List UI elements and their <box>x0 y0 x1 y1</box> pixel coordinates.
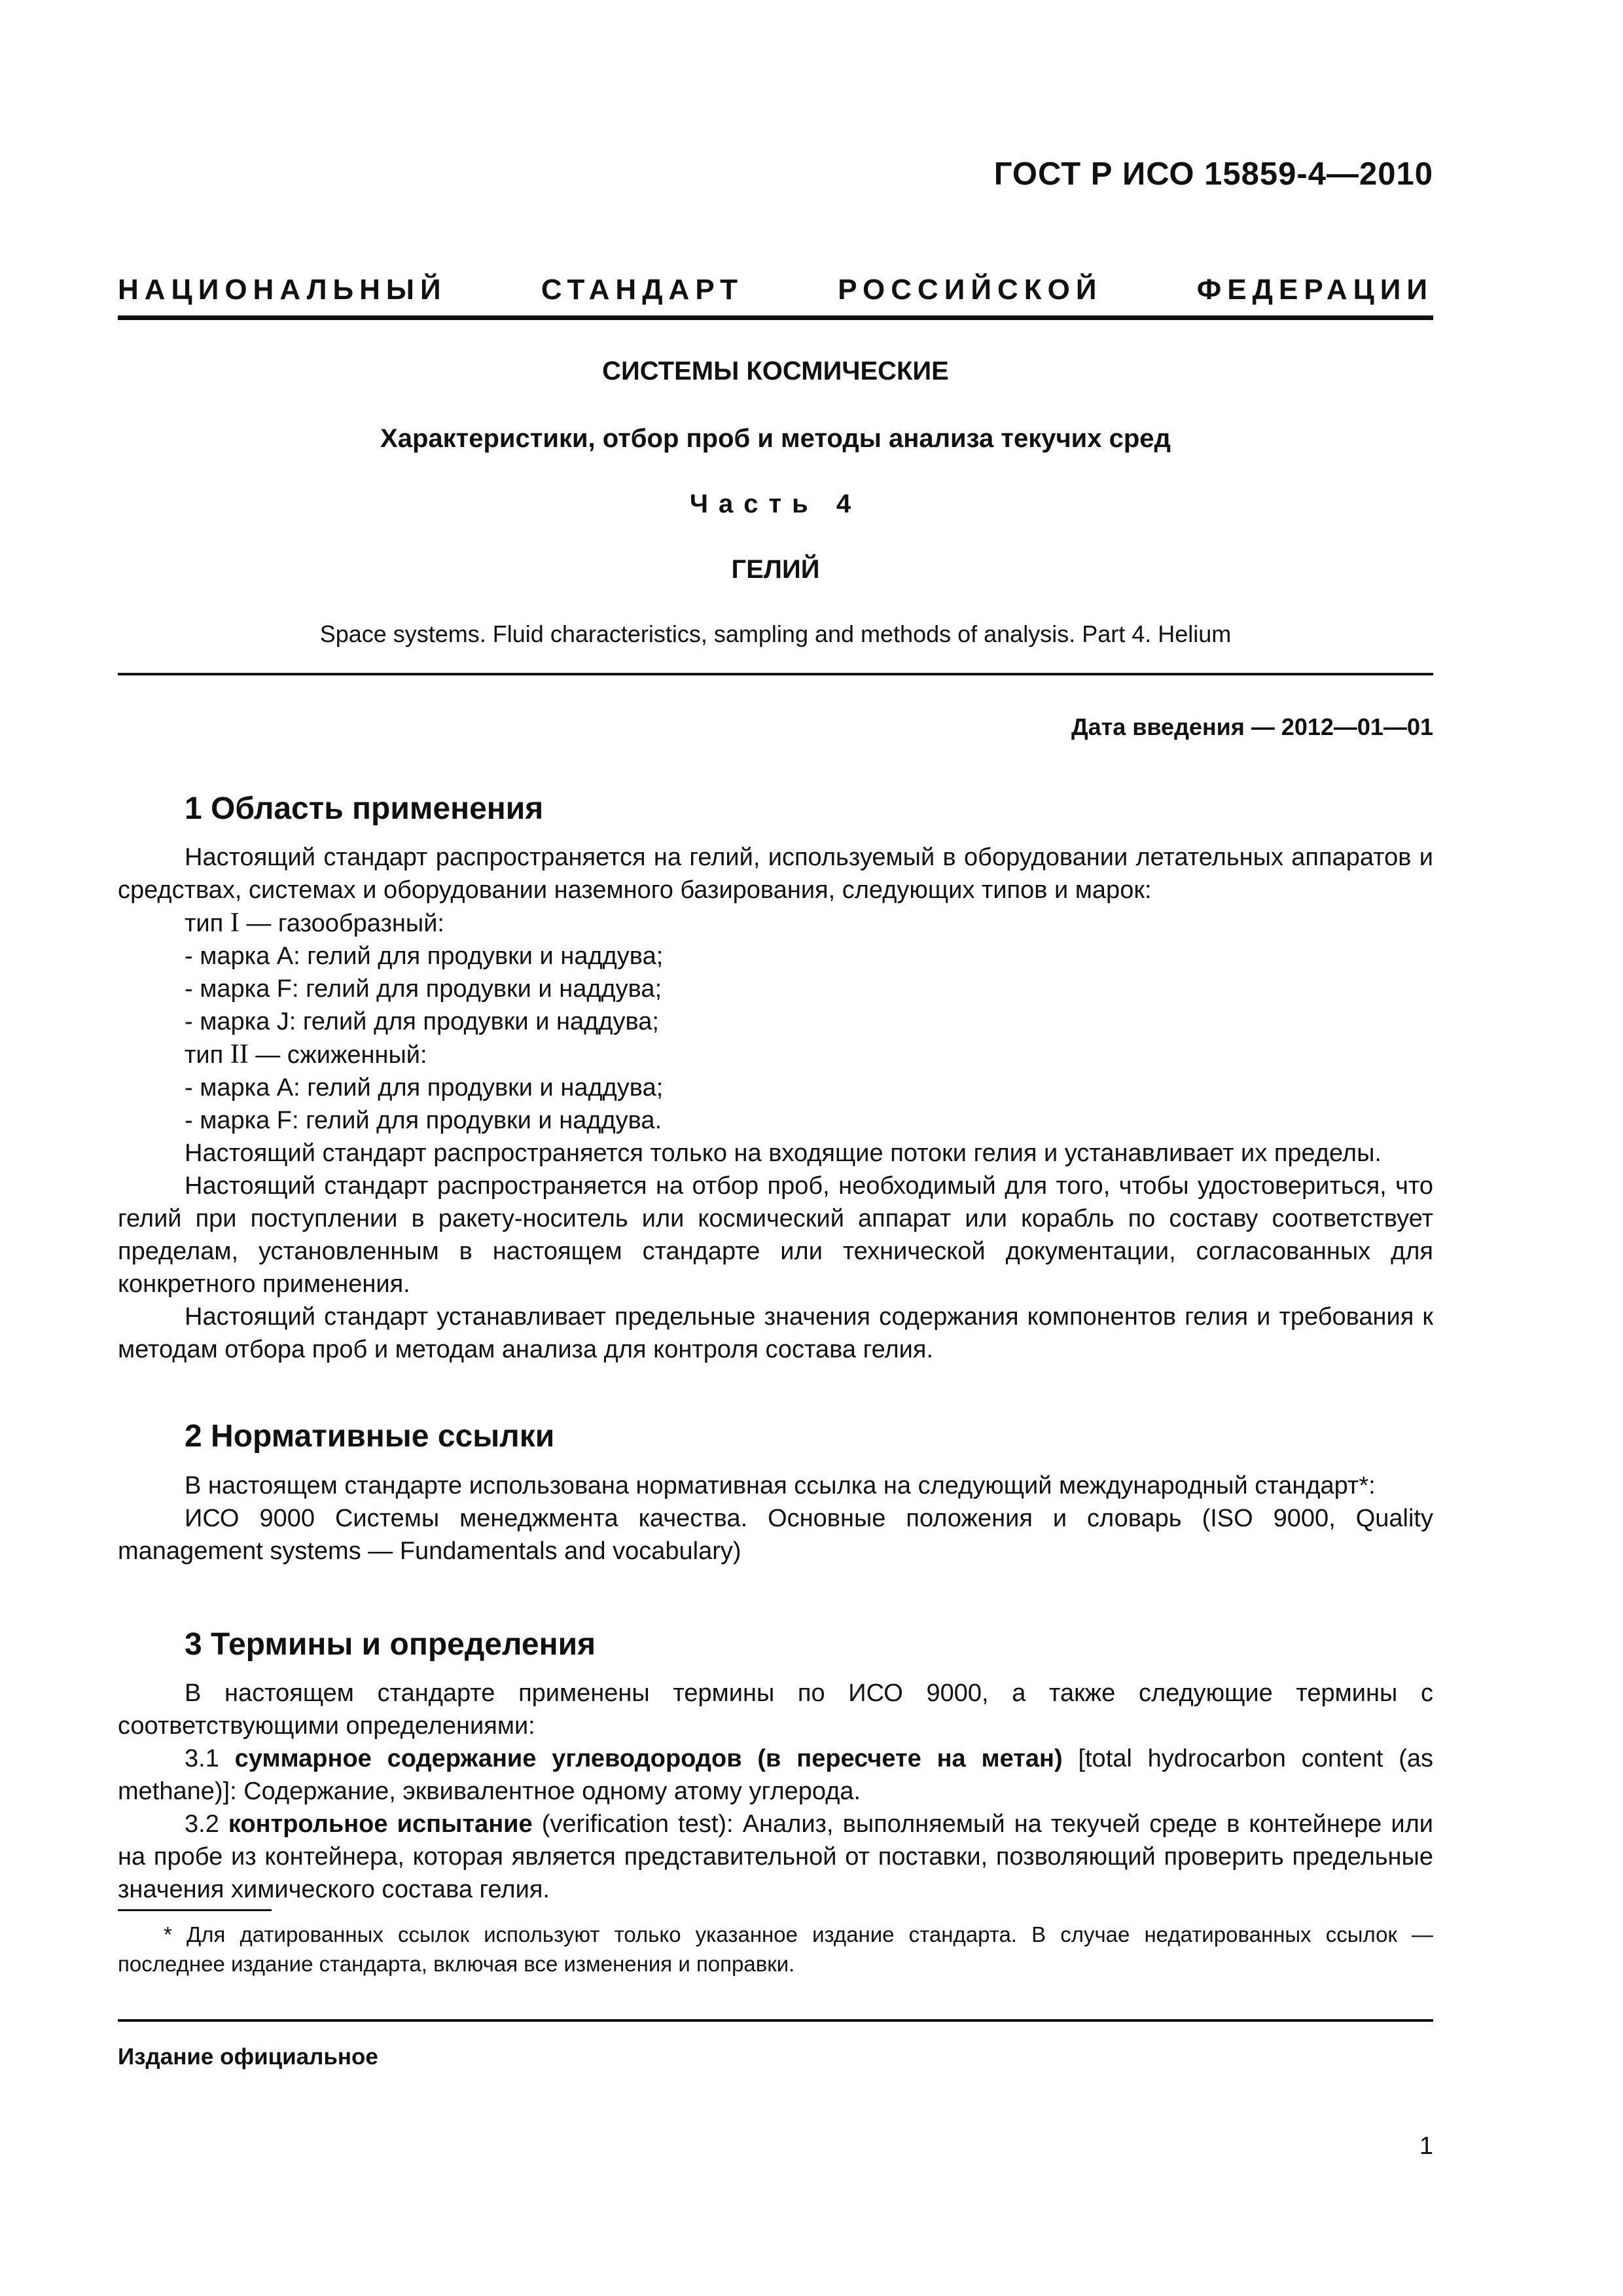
section-2-body <box>118 1469 1433 1568</box>
section-3-body <box>118 1677 1433 1906</box>
official-edition-label: Издание официальное <box>118 2044 378 2070</box>
type-1-roman: I <box>230 908 240 938</box>
page-number: 1 <box>1419 2132 1433 2160</box>
footnote: * Для датированных ссылок используют только указанное издание стандарта. В случае недатированных ссылок — последнее издание стандарта, включая все изменения и поправки. <box>118 1922 1433 1976</box>
term-3-1-name: суммарное содержание углеводородов (в пересчете на метан) <box>234 1745 1063 1772</box>
footer-rule <box>118 2019 1433 2022</box>
section-3-paragraph-1: В настоящем стандарте применены термины по ИСО 9000, а также следующие термины с соответствующими определениями: <box>118 1679 1433 1740</box>
list-item: - марка F: гелий для продувки и наддува; <box>185 975 662 1003</box>
section-2-paragraph-2: ИСО 9000 Системы менеджмента качества. Основные положения и словарь (ISO 9000, Quality management systems — Fundamentals and vocabulary) <box>118 1505 1433 1565</box>
part-label: Часть 4 <box>689 490 862 518</box>
term-3-2-name: контрольное испытание <box>228 1810 533 1838</box>
list-item: - марка A: гелий для продувки и наддува; <box>185 1074 664 1102</box>
document-designation: ГОСТ Р ИСО 15859-4—2010 <box>993 156 1433 192</box>
section-1-heading: 1 Область применения <box>185 791 544 826</box>
section-1-paragraph-2: Настоящий стандарт распространяется только на входящие потоки гелия и устанавливает их пределы. <box>185 1139 1382 1167</box>
type-1-line: тип I — газообразный: <box>185 908 444 938</box>
type-2-roman: II <box>230 1039 249 1069</box>
term-3-1: 3.1 суммарное содержание углеводородов (в пересчете на метан) [total hydrocarbon content (as methane)]: Содержание, эквивалентное одному атому углерода. <box>118 1745 1434 1805</box>
section-1-paragraph-3: Настоящий стандарт распространяется на отбор проб, необходимый для того, чтобы удостовериться, что гелий при поступлении в ракету-носитель или космический аппарат или корабль по составу соответствует пределам, установленным в настоящем стандарте или технической документации, согласованных для конкретного применения. <box>118 1172 1433 1298</box>
list-item: - марка F: гелий для продувки и наддува. <box>185 1107 662 1134</box>
part-title: ГЕЛИЙ <box>731 555 820 584</box>
section-2-heading: 2 Нормативные ссылки <box>185 1419 555 1454</box>
footnote-rule <box>118 1909 272 1911</box>
standard-subtitle: Характеристики, отбор проб и методы анализа текучих сред <box>380 424 1171 453</box>
title-rule <box>118 673 1433 675</box>
header-thick-rule <box>118 315 1433 320</box>
section-2-paragraph-1: В настоящем стандарте использована нормативная ссылка на следующий международный стандарт*: <box>185 1472 1376 1499</box>
list-item: - марка J: гелий для продувки и наддува; <box>185 1008 659 1035</box>
english-title: Space systems. Fluid characteristics, sampling and methods of analysis. Part 4. Helium <box>319 620 1232 647</box>
section-1-body <box>118 841 1433 1366</box>
introduction-date: Дата введения — 2012—01—01 <box>1071 713 1433 740</box>
term-3-2: 3.2 контрольное испытание (verification test): Анализ, выполняемый на текучей среде в контейнере или на пробе из контейнера, которая является представительной от поставки, позволяющий проверить предельные значения химического состава гелия. <box>118 1810 1433 1903</box>
list-item: - марка A: гелий для продувки и наддува; <box>185 942 664 970</box>
national-standard-banner: НАЦИОНАЛЬНЫЙ СТАНДАРТ РОССИЙСКОЙ ФЕДЕРАЦИИ <box>118 274 1433 306</box>
section-1-paragraph-4: Настоящий стандарт устанавливает предельные значения содержания компонентов гелия и требования к методам отбора проб и методам анализа для контроля состава гелия. <box>118 1303 1433 1363</box>
section-1-paragraph-1: Настоящий стандарт распространяется на гелий, используемый в оборудовании летательных аппаратов и средствах, системах и оборудовании наземного базирования, следующих типов и марок: <box>118 844 1433 904</box>
type-2-line: тип II — сжиженный: <box>185 1039 427 1069</box>
standard-title: СИСТЕМЫ КОСМИЧЕСКИЕ <box>602 357 949 386</box>
section-3-heading: 3 Термины и определения <box>185 1627 596 1662</box>
